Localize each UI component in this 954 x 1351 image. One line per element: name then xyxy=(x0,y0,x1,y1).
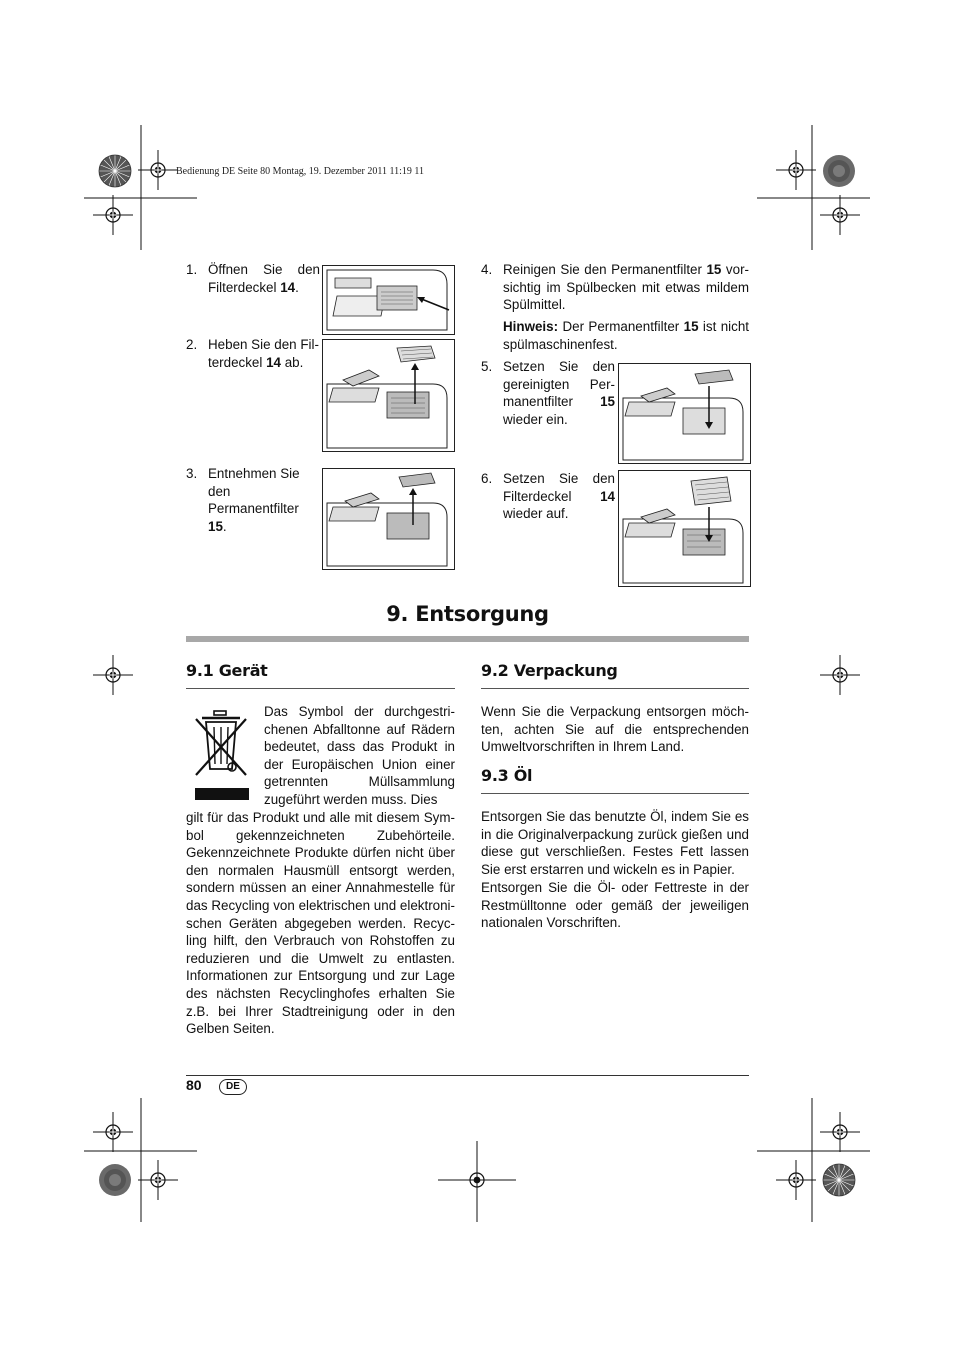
oil-text-2: Entsorgen Sie die Öl- oder Fettreste in der Restmülltonne oder gemäß der jeweiligen nationalen Vorschriften. xyxy=(481,880,749,931)
weee-crossed-bin-icon xyxy=(190,709,252,802)
part-number: 14 xyxy=(280,279,296,295)
step-number: 2. xyxy=(186,337,198,352)
footer-divider xyxy=(186,1075,749,1076)
step-text-end: vor-sichtig im Spülbecken mit etwas mildem Spülmittel. xyxy=(503,262,749,313)
step-text: Setzen Sie den gereinigten Per-manentfilter xyxy=(503,359,615,410)
step-text: Öffnen Sie den Filterdeckel xyxy=(208,262,320,295)
step-text-end: ab. xyxy=(280,354,304,370)
part-number: 15 xyxy=(208,518,223,534)
step-text-end: wieder auf. xyxy=(503,506,569,522)
print-header: Bedienung DE Seite 80 Montag, 19. Dezember 2011 11:19 11 xyxy=(176,166,425,177)
illustration-insert-permanent-filter xyxy=(618,363,751,464)
subsection-title-packaging: 9.2 Verpackung xyxy=(481,661,618,680)
illustration-replace-filter-lid xyxy=(618,470,751,587)
part-number: 15 xyxy=(683,319,699,334)
part-number: 14 xyxy=(600,488,615,504)
step-text: Setzen Sie den Filterdeckel xyxy=(503,471,615,504)
step-number: 6. xyxy=(481,471,493,486)
part-number: 15 xyxy=(600,394,615,410)
page-number: 80 xyxy=(186,1077,202,1093)
step-number: 3. xyxy=(186,466,198,481)
device-body-text: gilt für das Produkt und alle mit diesem Sym-bol gekennzeichneten Zubehörteile. Gekennzeichnete Produkte dürfen nicht über den normalen Hausmüll entsorgt werden, sondern müssen an einer Annahmestelle für das Recycling von elektrischen und elektroni-schen Geräten abgegeben werden. Recyc-ling hilft, den Verbrauch von Rohstoffen zu reduzieren und die Umwelt zu entlasten. Informationen zur Entsorgung und zur Lage des nächsten Recyclinghofes erhalten Sie z.B. bei Ihrer Stadtreinigung oder in den Gelben Seiten. xyxy=(186,810,455,1037)
step-number: 5. xyxy=(481,359,493,374)
oil-text-1: Entsorgen Sie das benutzte Öl, indem Sie es in die Originalverpackung zurück gießen und diese gut verschließen. Festes Fett lassen Sie erst erstarren und wickeln es in Papier. xyxy=(481,809,749,877)
packaging-text: Wenn Sie die Verpackung entsorgen möch-ten, achten Sie auf die entsprechenden Umweltvorschriften in Ihrem Land. xyxy=(481,704,749,755)
section-divider xyxy=(186,636,749,642)
subsection-divider xyxy=(481,793,749,794)
step-text-end: wieder ein. xyxy=(503,411,568,427)
language-badge: DE xyxy=(219,1079,247,1095)
illustration-lift-filter-lid xyxy=(322,339,455,452)
illustration-remove-permanent-filter xyxy=(322,468,455,570)
subsection-title-device: 9.1 Gerät xyxy=(186,661,268,680)
subsection-divider xyxy=(481,688,749,689)
subsection-title-oil: 9.3 Öl xyxy=(481,766,533,785)
step-number: 1. xyxy=(186,262,198,277)
section-title: 9. Entsorgung xyxy=(386,602,549,626)
step-text: Heben Sie den Fil-terdeckel xyxy=(208,337,319,370)
illustration-open-filter-lid xyxy=(322,265,455,335)
step-text-end: . xyxy=(222,518,227,534)
note xyxy=(503,318,749,353)
step-text: Entnehmen Sie den Permanentfilter xyxy=(208,466,300,517)
subsection-divider xyxy=(186,688,455,689)
note-text: Der Permanentfilter xyxy=(558,319,684,334)
device-side-text: Das Symbol der durchgestri-chenen Abfalltonne auf Rädern bedeutet, dass das Produkt in der Europäischen Union einer getrennten Müllsammlung zugeführt werden muss. Dies xyxy=(264,704,455,807)
step-number: 4. xyxy=(481,262,493,277)
part-number: 15 xyxy=(706,262,722,277)
note-text-end: ist nicht spülmaschinenfest. xyxy=(503,319,749,352)
step-text: Reinigen Sie den Permanentfilter xyxy=(503,262,707,277)
note-label: Hinweis: xyxy=(503,319,559,334)
part-number: 14 xyxy=(266,354,281,370)
step-text-end: . xyxy=(295,279,299,295)
